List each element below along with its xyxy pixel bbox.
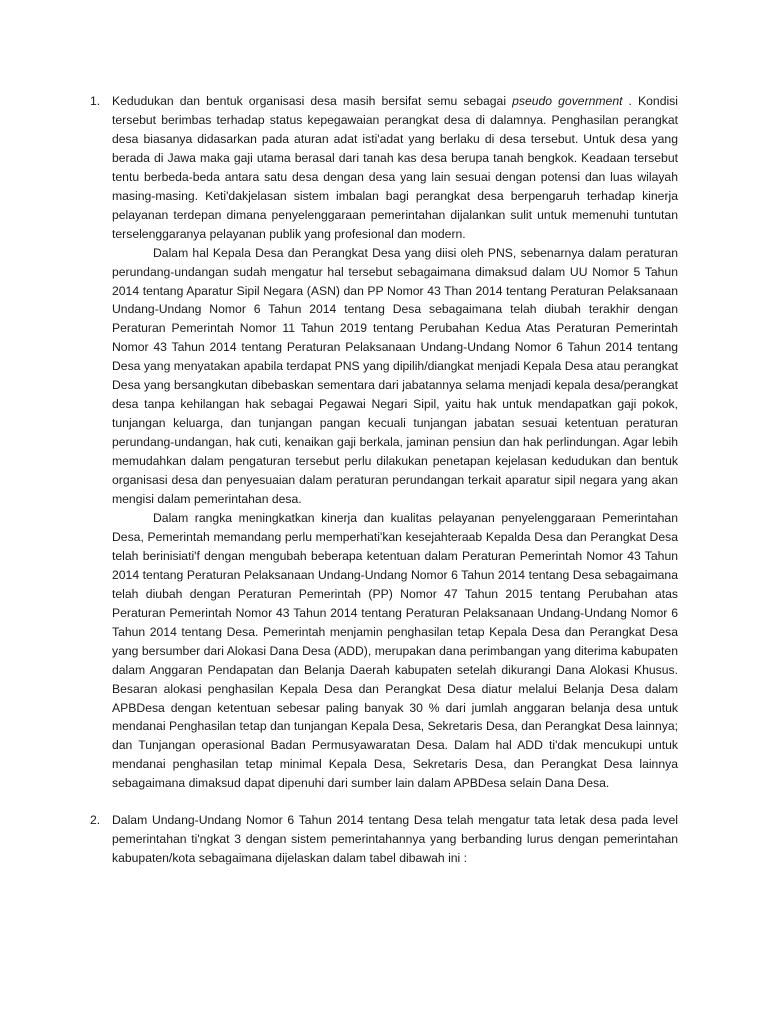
paragraph-intro-1 bbox=[112, 92, 678, 244]
numbered-list bbox=[84, 92, 678, 868]
list-number: 2. bbox=[90, 813, 101, 828]
text-segment: . Kondisi tersebut berimbas terhadap status kepegawaian perangkat desa di dalamnya. Penghasilan perangkat desa biasanya didasarkan pada aturan adat isti'adat yang berlaku di desa tersebut. Untuk desa yang berada di Jawa maka gaji utama berasal dari tanah kas desa berupa tanah bengkok. Keadaan tersebut tentu berbeda-beda antara satu desa dengan desa yang lain sesuai dengan potensi dan luas wilayah masing-masing. Keti'dakjelasan sistem imbalan bagi perangkat desa berpengaruh terhadap kinerja pelayanan terdepan dimana penyelenggaraan pemerintahan dijalankan sulit untuk memenuhi tuntutan terselenggaranya pelayanan publik yang profesional dan modern. bbox=[112, 94, 678, 241]
list-item-1 bbox=[84, 92, 678, 793]
list-item-2 bbox=[84, 811, 678, 868]
list-number: 1. bbox=[90, 94, 101, 108]
paragraph-pns: Dalam hal Kepala Desa dan Perangkat Desa yang diisi oleh PNS, sebenarnya dalam peraturan perundang-undangan sudah mengatur hal tersebut sebagaimana dimaksud dalam UU Nomor 5 Tahun 2014 tentang Aparatur Sipil Negara (ASN) dan PP Nomor 43 Than 2014 tentang Peraturan Pelaksanaan Undang-Undang Nomor 6 Tahun 2014 tentang Desa sebagaimana telah diubah terakhir dengan Peraturan Pemerintah Nomor 11 Tahun 2019 tentang Perubahan Kedua Atas Peraturan Pemerintah Nomor 43 Tahun 2014 tentang Peraturan Pelaksanaan Undang-Undang Nomor 6 Tahun 2014 tentang Desa yang menyatakan apabila terdapat PNS yang dipilih/diangkat menjadi Kepala Desa atau perangkat Desa yang bersangkutan dibebaskan sementara dari jabatannya selama menjadi kepala desa/perangkat desa tanpa kehilangan hak sebagai Pegawai Negari Sipil, yaitu hak untuk mendapatkan gaji pokok, tunjangan keluarga, dan tunjangan pangan kecuali tunjangan jabatan sesuai ketentuan peraturan perundang-undangan, hak cuti, kenaikan gaji berkala, jaminan pensiun dan hak perlindungan. Agar lebih memudahkan dalam pengaturan tersebut perlu dilakukan penetapan kejelasan kedudukan dan bentuk organisasi desa dan penyesuaian dalam peraturan perundangan terkait aparatur sipil negara yang akan mengisi dalam pemerintahan desa. bbox=[112, 245, 678, 507]
italic-term: pseudo government bbox=[512, 94, 623, 108]
paragraph-intro-2: Dalam Undang-Undang Nomor 6 Tahun 2014 tentang Desa telah mengatur tata letak desa pada level pemerintahan ti'ngkat 3 dengan sistem pemerintahannya yang berbanding lurus dengan pemerintahan kabupaten/kota sebagaimana dijelaskan dalam tabel dibawah ini : bbox=[112, 813, 678, 866]
paragraph-kinerja: Dalam rangka meningkatkan kinerja dan kualitas pelayanan penyelenggaraan Pemerintahan Desa, Pemerintah memandang perlu memperhati'kan kesejahteraab Kepalda Desa dan Perangkat Desa telah berinisiati'f dengan mengubah beberapa ketentuan dalam Peraturan Pemerintah Nomor 43 Tahun 2014 tentang Peraturan Pelaksanaan Undang-Undang Nomor 6 Tahun 2014 tentang Desa sebagaimana telah diubah dengan Peraturan Pemerintah (PP) Nomor 47 Tahun 2015 tentang Perubahan atas Peraturan Pemerintah Nomor 43 Tahun 2014 tentang Peraturan Pelaksanaan Undang-Undang Nomor 6 Tahun 2014 tentang Desa. Pemerintah menjamin penghasilan tetap Kepala Desa dan Perangkat Desa yang bersumber dari Alokasi Dana Desa (ADD), merupakan dana perimbangan yang diterima kabupaten dalam Anggaran Pendapatan dan Belanja Daerah kabupaten setelah dikurangi Dana Alokasi Khusus. Besaran alokasi penghasilan Kepala Desa dan Perangkat Desa diatur melalui Belanja Desa dalam APBDesa dengan ketentuan sebesar paling banyak 30 % dari jumlah anggaran belanja desa untuk mendanai Penghasilan tetap dan tunjangan Kepala Desa, Sekretaris Desa, dan Perangkat Desa lainnya; dan Tunjangan operasional Badan Permusyawaratan Desa. Dalam hal ADD ti'dak mencukupi untuk mendanai penghasilan tetap minimal Kepala Desa, Sekretaris Desa, dan Perangkat Desa lainnya sebagaimana dimaksud dapat dipenuhi dari sumber lain dalam APBDesa selain Dana Desa. bbox=[112, 510, 678, 791]
text-segment: Kedudukan dan bentuk organisasi desa masih bersifat semu sebagai bbox=[112, 94, 513, 108]
